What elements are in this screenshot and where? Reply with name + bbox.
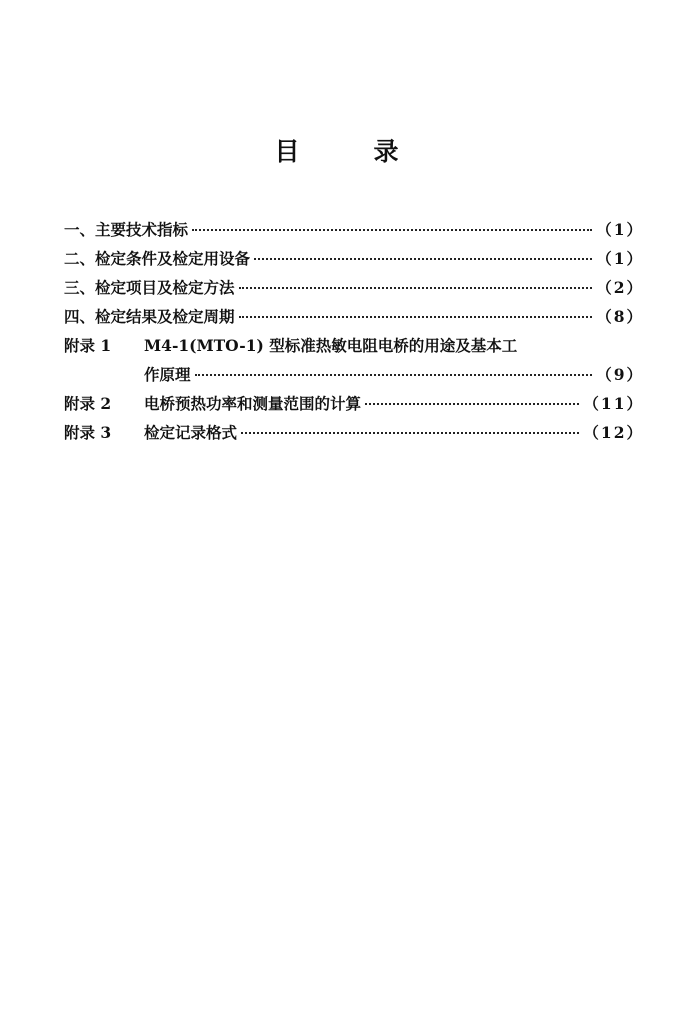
toc-entry-text: 三、检定项目及检定方法 (64, 278, 235, 297)
toc-page-number: （9） (596, 365, 644, 384)
toc-appendix-prefix: 附录 3 (64, 423, 112, 442)
toc-appendix-prefix: 附录 2 (64, 394, 112, 413)
toc-leader-dots (365, 403, 579, 405)
toc-entry-appendix[interactable] (64, 392, 644, 421)
toc-entry[interactable] (64, 247, 644, 276)
toc-entry[interactable] (64, 305, 644, 334)
toc-leader-dots (195, 374, 593, 376)
toc-entry-appendix[interactable] (64, 421, 644, 450)
toc-page-number: （1） (596, 249, 644, 268)
toc-leader-dots (239, 316, 593, 318)
toc-entry-continuation[interactable] (64, 363, 644, 392)
toc-entry-text: 检定记录格式 (144, 423, 238, 442)
toc-appendix-prefix: 附录 1 (64, 336, 112, 355)
toc-entry-text: 一、主要技术指标 (64, 220, 189, 239)
toc-entry-text: 二、检定条件及检定用设备 (64, 249, 251, 268)
toc-entry-text: M4-1(MTO-1) 型标准热敏电阻电桥的用途及基本工 (144, 336, 518, 355)
toc-leader-dots (241, 432, 579, 434)
page-title-char-2: 录 (373, 137, 403, 166)
toc-entry[interactable] (64, 276, 644, 305)
toc-page-number: （11） (583, 394, 644, 413)
page-title (0, 132, 677, 168)
toc-entry-text: 作原理 (144, 365, 191, 384)
toc-leader-dots (254, 258, 592, 260)
toc-page-number: （2） (596, 278, 644, 297)
toc-page-number: （12） (583, 423, 644, 442)
toc-entry[interactable] (64, 218, 644, 247)
toc-page-number: （1） (596, 220, 644, 239)
toc-entry-appendix[interactable] (64, 334, 644, 363)
toc-entry-text: 四、检定结果及检定周期 (64, 307, 235, 326)
table-of-contents (64, 218, 644, 450)
toc-leader-dots (192, 229, 592, 231)
page-title-char-1: 目 (274, 137, 304, 166)
toc-entry-text: 电桥预热功率和测量范围的计算 (144, 394, 362, 413)
toc-page-number: （8） (596, 307, 644, 326)
toc-leader-dots (239, 287, 593, 289)
